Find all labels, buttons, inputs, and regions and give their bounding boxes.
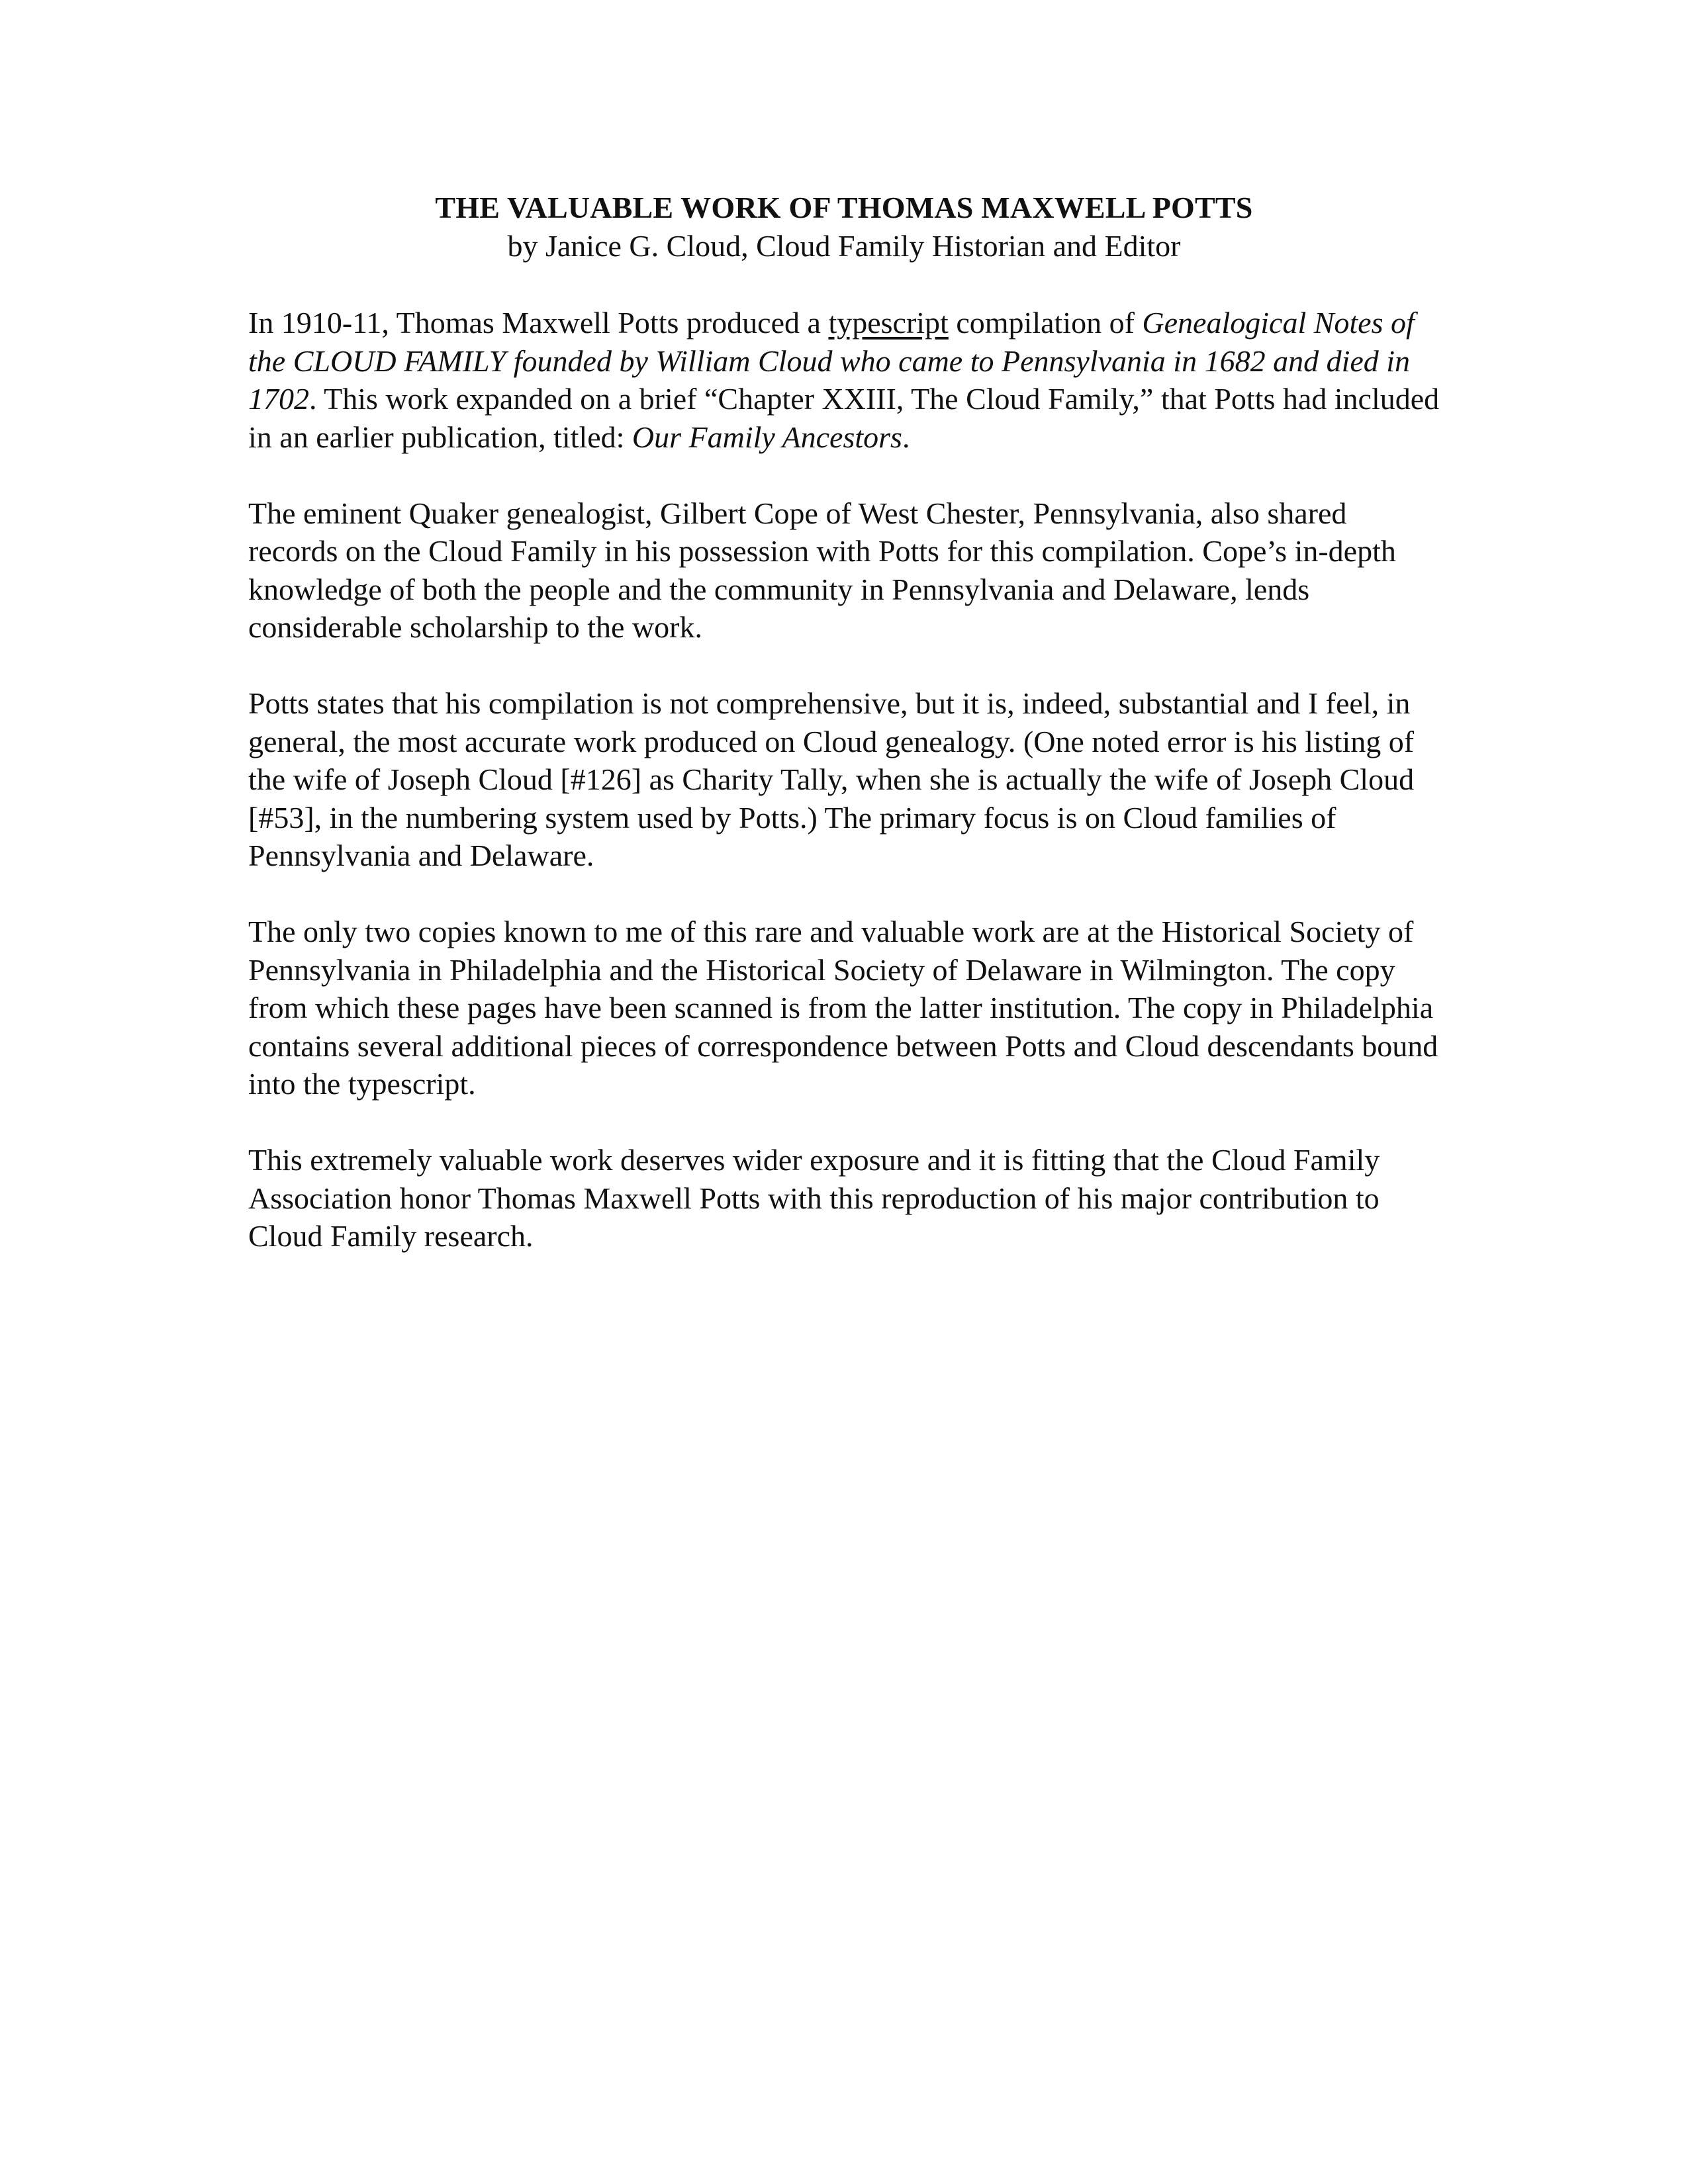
document-title: THE VALUABLE WORK OF THOMAS MAXWELL POTTS xyxy=(435,191,1253,224)
paragraph-intro-text-g: . xyxy=(902,420,910,454)
paragraph-intro xyxy=(248,304,1440,456)
paragraph-compilation-scope: Potts states that his compilation is not comprehensive, but it is, indeed, substantial and I feel, in general, the most accurate work produced on Cloud genealogy. (One noted error is his listing of the wife of Joseph Cloud [#126] as Charity Tally, when she is actually the wife of Joseph Cloud [#53], in the numbering system used by Potts.) The primary focus is on Cloud families of Pennsylvania and Delaware. xyxy=(248,686,1415,872)
typescript-underlined-word: typescript xyxy=(828,306,949,340)
paragraph-gilbert-cope: The eminent Quaker genealogist, Gilbert Cope of West Chester, Pennsylvania, also shared records on the Cloud Family in his possession with Potts for this compilation. Cope’s in-depth knowledge of both the people and the community in Pennsylvania and Delaware, lends considerable scholarship to the work. xyxy=(248,496,1396,644)
title-block xyxy=(248,189,1440,265)
publication-title-italic: Our Family Ancestors xyxy=(632,420,902,454)
work-title-italic: Genealogical Notes of the CLOUD FAMILY founded by William Cloud who came to Pennsylvania in 1682 and died in 1702 xyxy=(248,306,1415,416)
paragraph-intro-text-e: . This work expanded on a brief “Chapter XXIII, The Cloud Family,” that Potts had included in an earlier publication, titled: xyxy=(248,382,1440,454)
document-body xyxy=(248,189,1440,1293)
paragraph-intro-text-a: In 1910-11, Thomas Maxwell Potts produced a xyxy=(248,306,829,340)
author-byline: by Janice G. Cloud, Cloud Family Historian and Editor xyxy=(507,229,1181,263)
paragraph-intro-text-c: compilation of xyxy=(948,306,1143,340)
paragraph-conclusion: This extremely valuable work deserves wider exposure and it is fitting that the Cloud Family Association honor Thomas Maxwell Potts with this reproduction of his major contribution to Cloud Family research. xyxy=(248,1143,1380,1253)
paragraph-known-copies: The only two copies known to me of this rare and valuable work are at the Historical Society of Pennsylvania in Philadelphia and the Historical Society of Delaware in Wilmington. The copy from which these pages have been scanned is from the latter institution. The copy in Philadelphia contains several additional pieces of correspondence between Potts and Cloud descendants bound into the typescript. xyxy=(248,915,1438,1101)
